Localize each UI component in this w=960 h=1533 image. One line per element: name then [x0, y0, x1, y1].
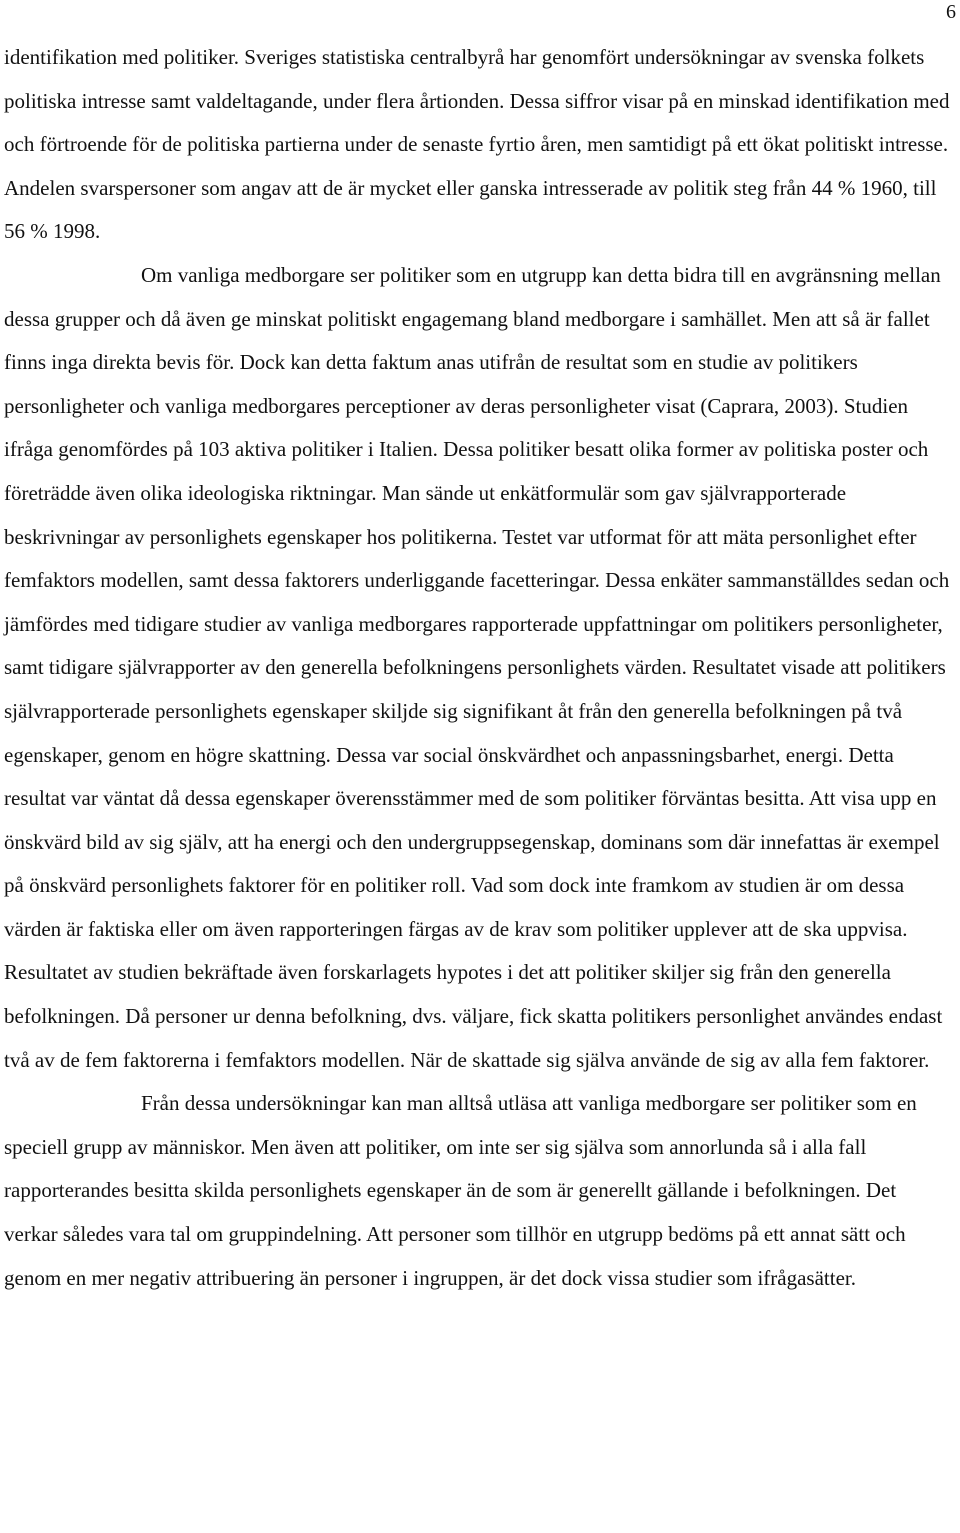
page-number: 6 [946, 1, 956, 23]
body-text [4, 36, 950, 1300]
paragraph-3: Från dessa undersökningar kan man alltså utläsa att vanliga medborgare ser politiker som en speciell grupp av människor. Men även att politiker, om inte ser sig själva som annorlunda så i alla fall rapporterandes besitta skilda personlighets egenskaper än de som är generellt gällande i befolkningen. Det verkar således vara tal om gruppindelning. Att personer som tillhör en utgrupp bedöms på ett annat sätt och genom en mer negativ attribuering än personer i ingruppen, är det dock vissa studier som ifrågasätter. [4, 1091, 917, 1290]
paragraph-2: Om vanliga medborgare ser politiker som en utgrupp kan detta bidra till en avgränsning mellan dessa grupper och då även ge minskat politiskt engagemang bland medborgare i samhället. Men att så är fallet finns inga direkta bevis för. Dock kan detta faktum anas utifrån de resultat som en studie av politikers personligheter och vanliga medborgares perceptioner av deras personligheter visat (Caprara, 2003). Studien ifråga genomfördes på 103 aktiva politiker i Italien. Dessa politiker besatt olika former av politiska poster och företrädde även olika ideologiska riktningar. Man sände ut enkätformulär som gav självrapporterade beskrivningar av personlighets egenskaper hos politikerna. Testet var utformat för att mäta personlighet efter femfaktors modellen, samt dessa faktorers underliggande facetteringar. Dessa enkäter sammanställdes sedan och jämfördes med tidigare studier av vanliga medborgares rapporterade uppfattningar om politikers personligheter, samt tidigare självrapporter av den generella befolkningens personlighets värden. Resultatet visade att politikers självrapporterade personlighets egenskaper skiljde sig signifikant åt från den generella befolkningen på två egenskaper, genom en högre skattning. Dessa var social önskvärdhet och anpassningsbarhet, energi. Detta resultat var väntat då dessa egenskaper överensstämmer med de som politiker förväntas besitta. Att visa upp en önskvärd bild av sig själv, att ha energi och den undergruppsegenskap, dominans som där innefattas är exempel på önskvärd personlighets faktorer för en politiker roll. Vad som dock inte framkom av studien är om dessa värden är faktiska eller om även rapporteringen färgas av de krav som politiker upplever att de ska uppvisa. Resultatet av studien bekräftade även forskarlagets hypotes i det att politiker skiljer sig från den generella befolkningen. Då personer ur denna befolkning, dvs. väljare, fick skatta politikers personlighet användes endast två av de fem faktorerna i femfaktors modellen. När de skattade sig själva använde de sig av alla fem faktorer. [4, 262, 950, 1072]
paragraph-1: identifikation med politiker. Sveriges statistiska centralbyrå har genomfört undersökningar av svenska folkets politiska intresse samt valdeltagande, under flera årtionden. Dessa siffror visar på en minskad identifikation med och förtroende för de politiska partierna under de senaste fyrtio åren, men samtidigt på ett ökat politiskt intresse. Andelen svarspersoner som angav att de är mycket eller ganska intresserade av politik steg från 44 % 1960, till 56 % 1998. [4, 45, 950, 244]
